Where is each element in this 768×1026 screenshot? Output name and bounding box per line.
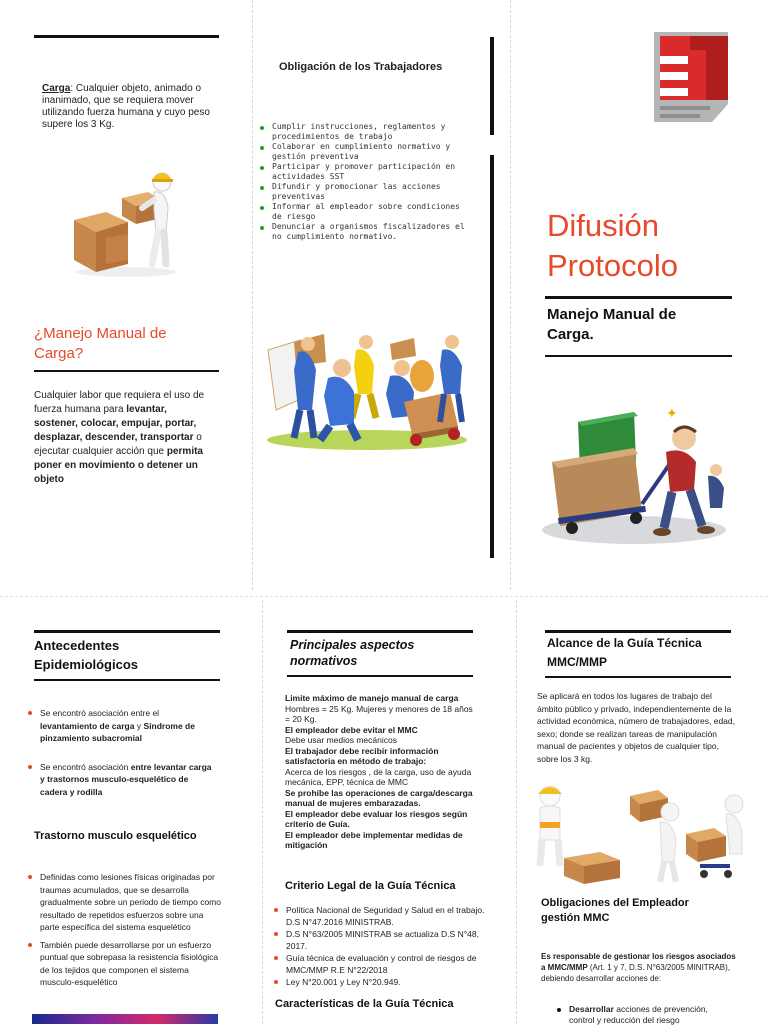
antecedentes-heading: Antecedentes Epidemiológicos <box>34 638 139 672</box>
obligation-item: Participar y promover participación en actividades SST <box>258 162 470 182</box>
panel1-heading-rule <box>34 370 219 372</box>
antecedente-segment: levantamiento de carga <box>40 720 135 731</box>
responsabilidad-text <box>541 951 739 984</box>
worker-lifting-box-illustration <box>66 160 186 280</box>
antecedente-item <box>26 761 216 799</box>
manejo-definition <box>34 389 212 487</box>
responsabilidad-segment: (Art. 1 y 7, D.S. N°63/2005 MINITRAB), debiendo desarrollar acciones de: <box>541 963 731 983</box>
fold-line-left-bottom <box>262 600 263 1024</box>
fold-line-left-top <box>252 0 253 590</box>
obligation-item: Colaborar en cumplimiento normativo y gestión preventiva <box>258 142 470 162</box>
cover-title-line1: Difusión <box>547 208 659 243</box>
alcance-body: Se aplicará en todos los lugares de trabajo del ámbito público y privado, independientemente de la actividad económica, número de trabajadores, edad, sexo; donde se realizan tareas de manipulación manual de pacientes y objetos de cualquier tipo, sobre los 3 kg. <box>537 691 735 764</box>
panel1-top-rule <box>34 35 219 38</box>
definition-segment: levantar, sostener, colocar, empujar, portar, desplazar, descender, transportar <box>34 404 197 443</box>
carga-definition <box>42 83 222 131</box>
criterio-legal-list <box>272 904 518 988</box>
normativa-line: Limite máximo de manejo manual de carga <box>285 693 459 703</box>
anatomy-image-partial <box>32 1014 218 1024</box>
panel2-right-rule-top <box>490 37 494 135</box>
workers-moving-loads-illustration <box>264 322 470 450</box>
panel5-top-rule <box>287 630 473 633</box>
antecedente-segment: Se encontró asociación <box>40 761 131 772</box>
antecedente-segment: Síndrome de pinzamiento subacromial <box>40 720 195 743</box>
normativa-line: El empleador debe evitar el MMC <box>285 724 418 735</box>
workers-carrying-boxes-illustration <box>530 782 752 892</box>
fold-line-right-top <box>510 0 511 590</box>
obligaciones-empleador-heading: Obligaciones del Empleador gestión MMC <box>541 897 689 924</box>
antecedente-segment: entre levantar carga y trastornos musculo-esquelético de cadera y rodilla <box>40 761 212 797</box>
carga-definition-text: : Cualquier objeto, animado o inanimado, que se requiera mover utilizando fuerza humana y cuyo peso supere los 3 Kg. <box>42 83 210 130</box>
obligation-item: Difundir y promocionar las acciones preventivas <box>258 182 470 202</box>
criterio-item: Guía técnica de evaluación y control de riesgos de MMC/MMP R.E N°22/2018 <box>272 952 518 976</box>
panel6-heading-rule <box>545 676 731 678</box>
desarrollar-item <box>555 1004 725 1026</box>
normativa-line: Se prohíbe las operaciones de carga/descarga manual de mujeres embarazadas. <box>285 787 473 808</box>
trastorno-heading: Trastorno musculo esquelético <box>34 830 197 842</box>
antecedente-segment: Se encontró asociación entre el <box>40 708 160 718</box>
antecedentes-list <box>26 707 216 814</box>
normativa-line: El trabajador debe recibir información satisfactoria en método de trabajo: <box>285 745 439 766</box>
criterio-item: D.S N°63/2005 MINISTRAB se actualiza D.S N°48, 2017. <box>272 928 518 952</box>
antecedente-segment: y <box>134 720 144 731</box>
man-pushing-cart-illustration <box>538 392 730 552</box>
trabajadores-heading: Obligación de los Trabajadores <box>279 61 443 73</box>
cover-title-line2: Protocolo <box>547 248 678 283</box>
obligation-item: Informar al empleador sobre condiciones de riesgo <box>258 202 470 222</box>
cover-title <box>547 206 747 286</box>
normativa-line: Acerca de los riesgos , de la carga, uso de ayuda mecánica, EPP, técnica de MMC <box>285 766 472 787</box>
cover-subtitle: Manejo Manual de Carga. <box>547 306 677 343</box>
criterio-item: Política Nacional de Seguridad y Salud en el trabajo. D.S N°47.2016 MINISTRAB. <box>272 904 518 928</box>
definition-segment: o ejecutar cualquier acción que <box>34 432 202 457</box>
criterio-heading: Criterio Legal de la Guía Técnica <box>285 880 456 892</box>
desarrollar-rest: acciones de prevención, control y reducción del riesgo <box>569 1004 708 1025</box>
panel6-top-rule <box>545 630 731 633</box>
normativa-line: Debe usar medios mecánicos <box>285 735 397 745</box>
panel4-top-rule <box>34 630 220 633</box>
definition-segment: permita poner en movimiento o detener un objeto <box>34 446 203 485</box>
alcance-heading: Alcance de la Guía Técnica MMC/MMP <box>547 636 702 669</box>
desarrollar-bold: Desarrollar <box>569 1004 614 1014</box>
obligation-item: Denunciar a organismos fiscalizadores el no cumplimiento normativo. <box>258 222 470 242</box>
trastorno-item: Definidas como lesiones físicas originadas por traumas acumulados, que se desarrolla gradualmente sobre un periodo de tiempo como resultado de repetidos esfuerzos sobre una parte específica del sistema esquelético <box>26 871 222 934</box>
trastorno-list <box>26 871 222 994</box>
normativa-line: El empleador debe evaluar los riesgos según criterio de Guía. <box>285 808 468 829</box>
aspectos-heading: Principales aspectos normativos <box>290 638 415 668</box>
svg-text:✦: ✦ <box>666 406 678 422</box>
responsabilidad-segment: Es responsable de gestionar los riesgos asociados a MMC/MMP <box>541 952 736 972</box>
panel4-heading-rule <box>34 679 220 681</box>
normativa-line: Hombres = 25 Kg. Mujeres y menores de 18 años = 20 Kg. <box>285 703 473 724</box>
obligation-item: Cumplir instrucciones, reglamentos y procedimientos de trabajo <box>258 122 470 142</box>
carga-term: Carga <box>42 83 71 94</box>
panel1-heading: ¿Manejo Manual de Carga? <box>34 325 167 362</box>
page-divider <box>0 596 768 597</box>
antecedente-item <box>26 707 216 745</box>
trabajadores-obligations-list <box>258 122 470 242</box>
cover-rule-top <box>545 296 732 299</box>
caracteristicas-heading: Características de la Guía Técnica <box>275 998 454 1010</box>
cover-rule-bottom <box>545 355 732 357</box>
panel2-right-rule-bottom <box>490 155 494 558</box>
aspectos-normativos-text <box>285 693 480 851</box>
trastorno-item: También puede desarrollarse por un esfuerzo puntual que sobrepasa la resistencia fisiológica de los tejidos que componen el sistema musculo-esquelético <box>26 939 222 989</box>
company-logo <box>646 26 736 126</box>
panel5-heading-rule <box>287 675 473 677</box>
definition-segment: Cualquier labor que requiera el uso de fuerza humana para <box>34 390 205 415</box>
normativa-line: El empleador debe implementar medidas de mitigación <box>285 829 463 850</box>
criterio-item: Ley N°20.001 y Ley N°20.949. <box>272 976 518 988</box>
desarrollar-list <box>555 1004 725 1026</box>
